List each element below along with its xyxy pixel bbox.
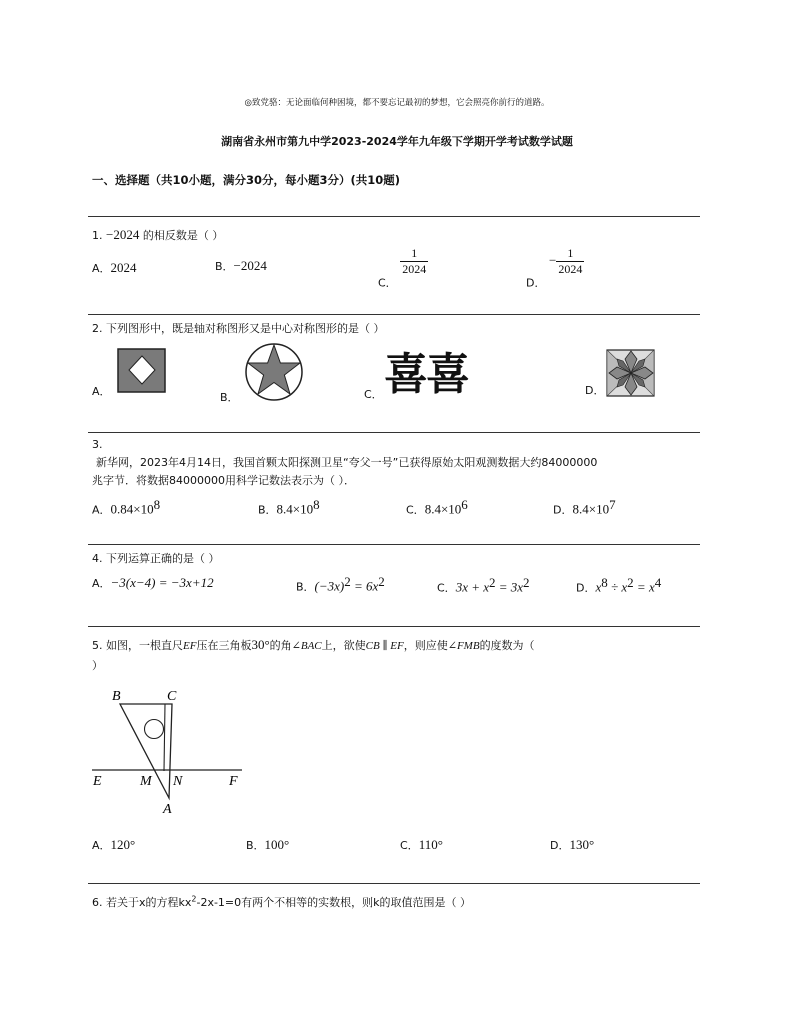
label-c: C (167, 689, 177, 704)
q2-option-c-label[interactable]: C． (364, 388, 383, 401)
label-e: E (93, 774, 102, 789)
option-value: = x (633, 579, 655, 595)
option-label: B． (296, 580, 315, 594)
option-label: D． (576, 581, 596, 595)
q3-text-line2: 兆字节．将数据84000000用科学记数法表示为（ ）． (92, 474, 355, 487)
q1-expr: −2024 (106, 227, 140, 242)
q5-option-d[interactable] (550, 837, 594, 853)
q5-fmb: ∠FMB (447, 640, 480, 652)
option-label: D． (550, 839, 570, 852)
divider (88, 883, 700, 884)
option-value: 110° (418, 837, 443, 852)
question-5 (92, 637, 535, 653)
q1-option-d[interactable] (526, 246, 584, 291)
exponent: 2 (191, 894, 197, 904)
q1-option-a[interactable] (92, 260, 137, 276)
exponent: 8 (153, 497, 161, 512)
q3-option-c[interactable] (406, 497, 468, 518)
q3-text-line1: 新华网，2023年4月14日，我国首颗太阳探测卫星“夸父一号”已获得原始太阳观测数据大约84000000 (96, 456, 598, 469)
triangle-edge (164, 704, 165, 771)
q3-number: 3. (92, 438, 103, 451)
exponent: 8 (313, 497, 320, 512)
q5-ef: EF (183, 640, 197, 652)
question-4: 4. 下列运算正确的是（ ） (92, 552, 220, 565)
q5-angle: 30° (251, 637, 270, 652)
option-value: ÷ x (607, 579, 628, 595)
circle-star-figure[interactable] (243, 342, 305, 402)
divider (88, 432, 700, 433)
fraction (400, 246, 428, 277)
option-value: 0.84×10 (110, 501, 154, 517)
option-label: A． (92, 262, 111, 275)
divider (88, 544, 700, 545)
q2-option-a-label[interactable]: A． (92, 385, 111, 398)
numerator: 1 (567, 246, 574, 260)
denominator: 2024 (402, 262, 427, 276)
motto-line: ◎致党骆：无论面临何种困境，都不要忘记最初的梦想，它会照亮你前行的道路。 (244, 98, 550, 108)
square-diamond-figure[interactable] (117, 348, 167, 394)
option-value: = 3x (495, 579, 524, 595)
question-1 (92, 227, 223, 243)
exponent: 2 (344, 574, 351, 589)
option-label: B． (258, 503, 277, 517)
q4-option-a[interactable] (92, 575, 214, 591)
option-label: C． (378, 276, 397, 290)
q5-text: ，则应使 (403, 639, 448, 652)
q2-option-b-label[interactable]: B． (220, 391, 239, 404)
q5-bac: ∠BAC (291, 640, 322, 652)
q5-text-end: ） (92, 659, 103, 672)
label-a: A (163, 802, 172, 817)
option-value: = 6x (350, 578, 379, 594)
q4-option-c[interactable] (437, 575, 530, 596)
q5-option-a[interactable] (92, 837, 135, 853)
option-value: 8.4×10 (424, 501, 462, 517)
q1-option-c[interactable] (378, 246, 428, 291)
q5-text: 5. 如图，一根直尺 (92, 639, 183, 652)
label-b: B (112, 689, 121, 704)
option-value: −3(x−4) = −3x+12 (110, 575, 214, 590)
q1-option-b[interactable] (215, 258, 267, 274)
option-value: 2024 (110, 260, 137, 275)
option-value: 8.4×10 (572, 501, 610, 517)
exponent: 2 (489, 575, 496, 590)
q1-text: 的相反数是（ ） (142, 229, 224, 242)
exponent: 2 (378, 574, 385, 589)
q6-text: -2x-1=0有两个不相等的实数根，则k的取值范围是（ ） (196, 896, 472, 909)
q1-number: 1. (92, 229, 103, 242)
numerator: 1 (411, 246, 418, 260)
q5-option-b[interactable] (246, 837, 289, 853)
label-n: N (173, 774, 183, 789)
denominator: 2024 (558, 262, 583, 276)
question-6 (92, 894, 471, 910)
option-label: D． (526, 276, 546, 290)
minus-sign: − (548, 252, 557, 268)
option-value: x (595, 579, 602, 595)
q4-option-d[interactable] (576, 575, 661, 596)
exponent: 8 (601, 575, 608, 590)
option-value: 130° (569, 837, 595, 852)
fraction (556, 246, 584, 277)
option-label: C． (400, 839, 419, 852)
exponent: 6 (461, 497, 468, 512)
q4-option-b[interactable] (296, 574, 385, 595)
q6-text: 6. 若关于x的方程kx (92, 896, 192, 909)
option-value: (−3x) (314, 578, 345, 594)
exponent: 4 (654, 575, 662, 590)
section-heading: 一、选择题（共10小题，满分30分，每小题3分）(共10题) (92, 173, 401, 187)
option-label: B． (246, 839, 265, 852)
q5-cbef: CB ∥ EF (365, 640, 404, 652)
option-label: C． (406, 503, 425, 517)
option-label: A． (92, 839, 111, 852)
option-value: 8.4×10 (276, 501, 314, 517)
divider (88, 626, 700, 627)
q3-option-d[interactable] (553, 497, 616, 518)
q5-text: 上，欲使 (321, 639, 366, 652)
exponent: 2 (627, 575, 634, 590)
exponent: 2 (523, 575, 530, 590)
option-label: D． (553, 503, 573, 517)
option-value: 100° (264, 837, 290, 852)
option-value: 3x + x (455, 579, 489, 595)
divider (88, 314, 700, 315)
divider (88, 216, 700, 217)
option-value: 120° (110, 837, 136, 852)
q5-text: 的角 (269, 639, 292, 652)
option-label: A． (92, 503, 111, 517)
option-label: A． (92, 577, 111, 590)
label-m: M (140, 774, 152, 789)
triangle-hole (145, 720, 164, 739)
q3-option-b[interactable] (258, 497, 320, 518)
q5-text: 的度数为（ (479, 639, 535, 652)
option-label: B． (215, 260, 234, 273)
option-label: C． (437, 581, 456, 595)
option-value: −2024 (233, 258, 267, 273)
exam-title: 湖南省永州市第九中学2023-2024学年九年级下学期开学考试数学试题 (221, 135, 573, 148)
question-2: 2. 下列图形中，既是轴对称图形又是中心对称图形的是（ ） (92, 322, 385, 335)
ruler-triangle-figure (90, 686, 250, 818)
q2-option-d-label[interactable]: D． (585, 384, 605, 397)
q3-option-a[interactable] (92, 497, 160, 518)
double-happiness-figure[interactable]: 喜喜 (384, 349, 468, 400)
label-f: F (229, 774, 238, 789)
q5-text: 压在三角板 (196, 639, 252, 652)
flower-pattern-figure[interactable] (606, 349, 656, 397)
exponent: 7 (609, 497, 616, 512)
q5-option-c[interactable] (400, 837, 443, 853)
